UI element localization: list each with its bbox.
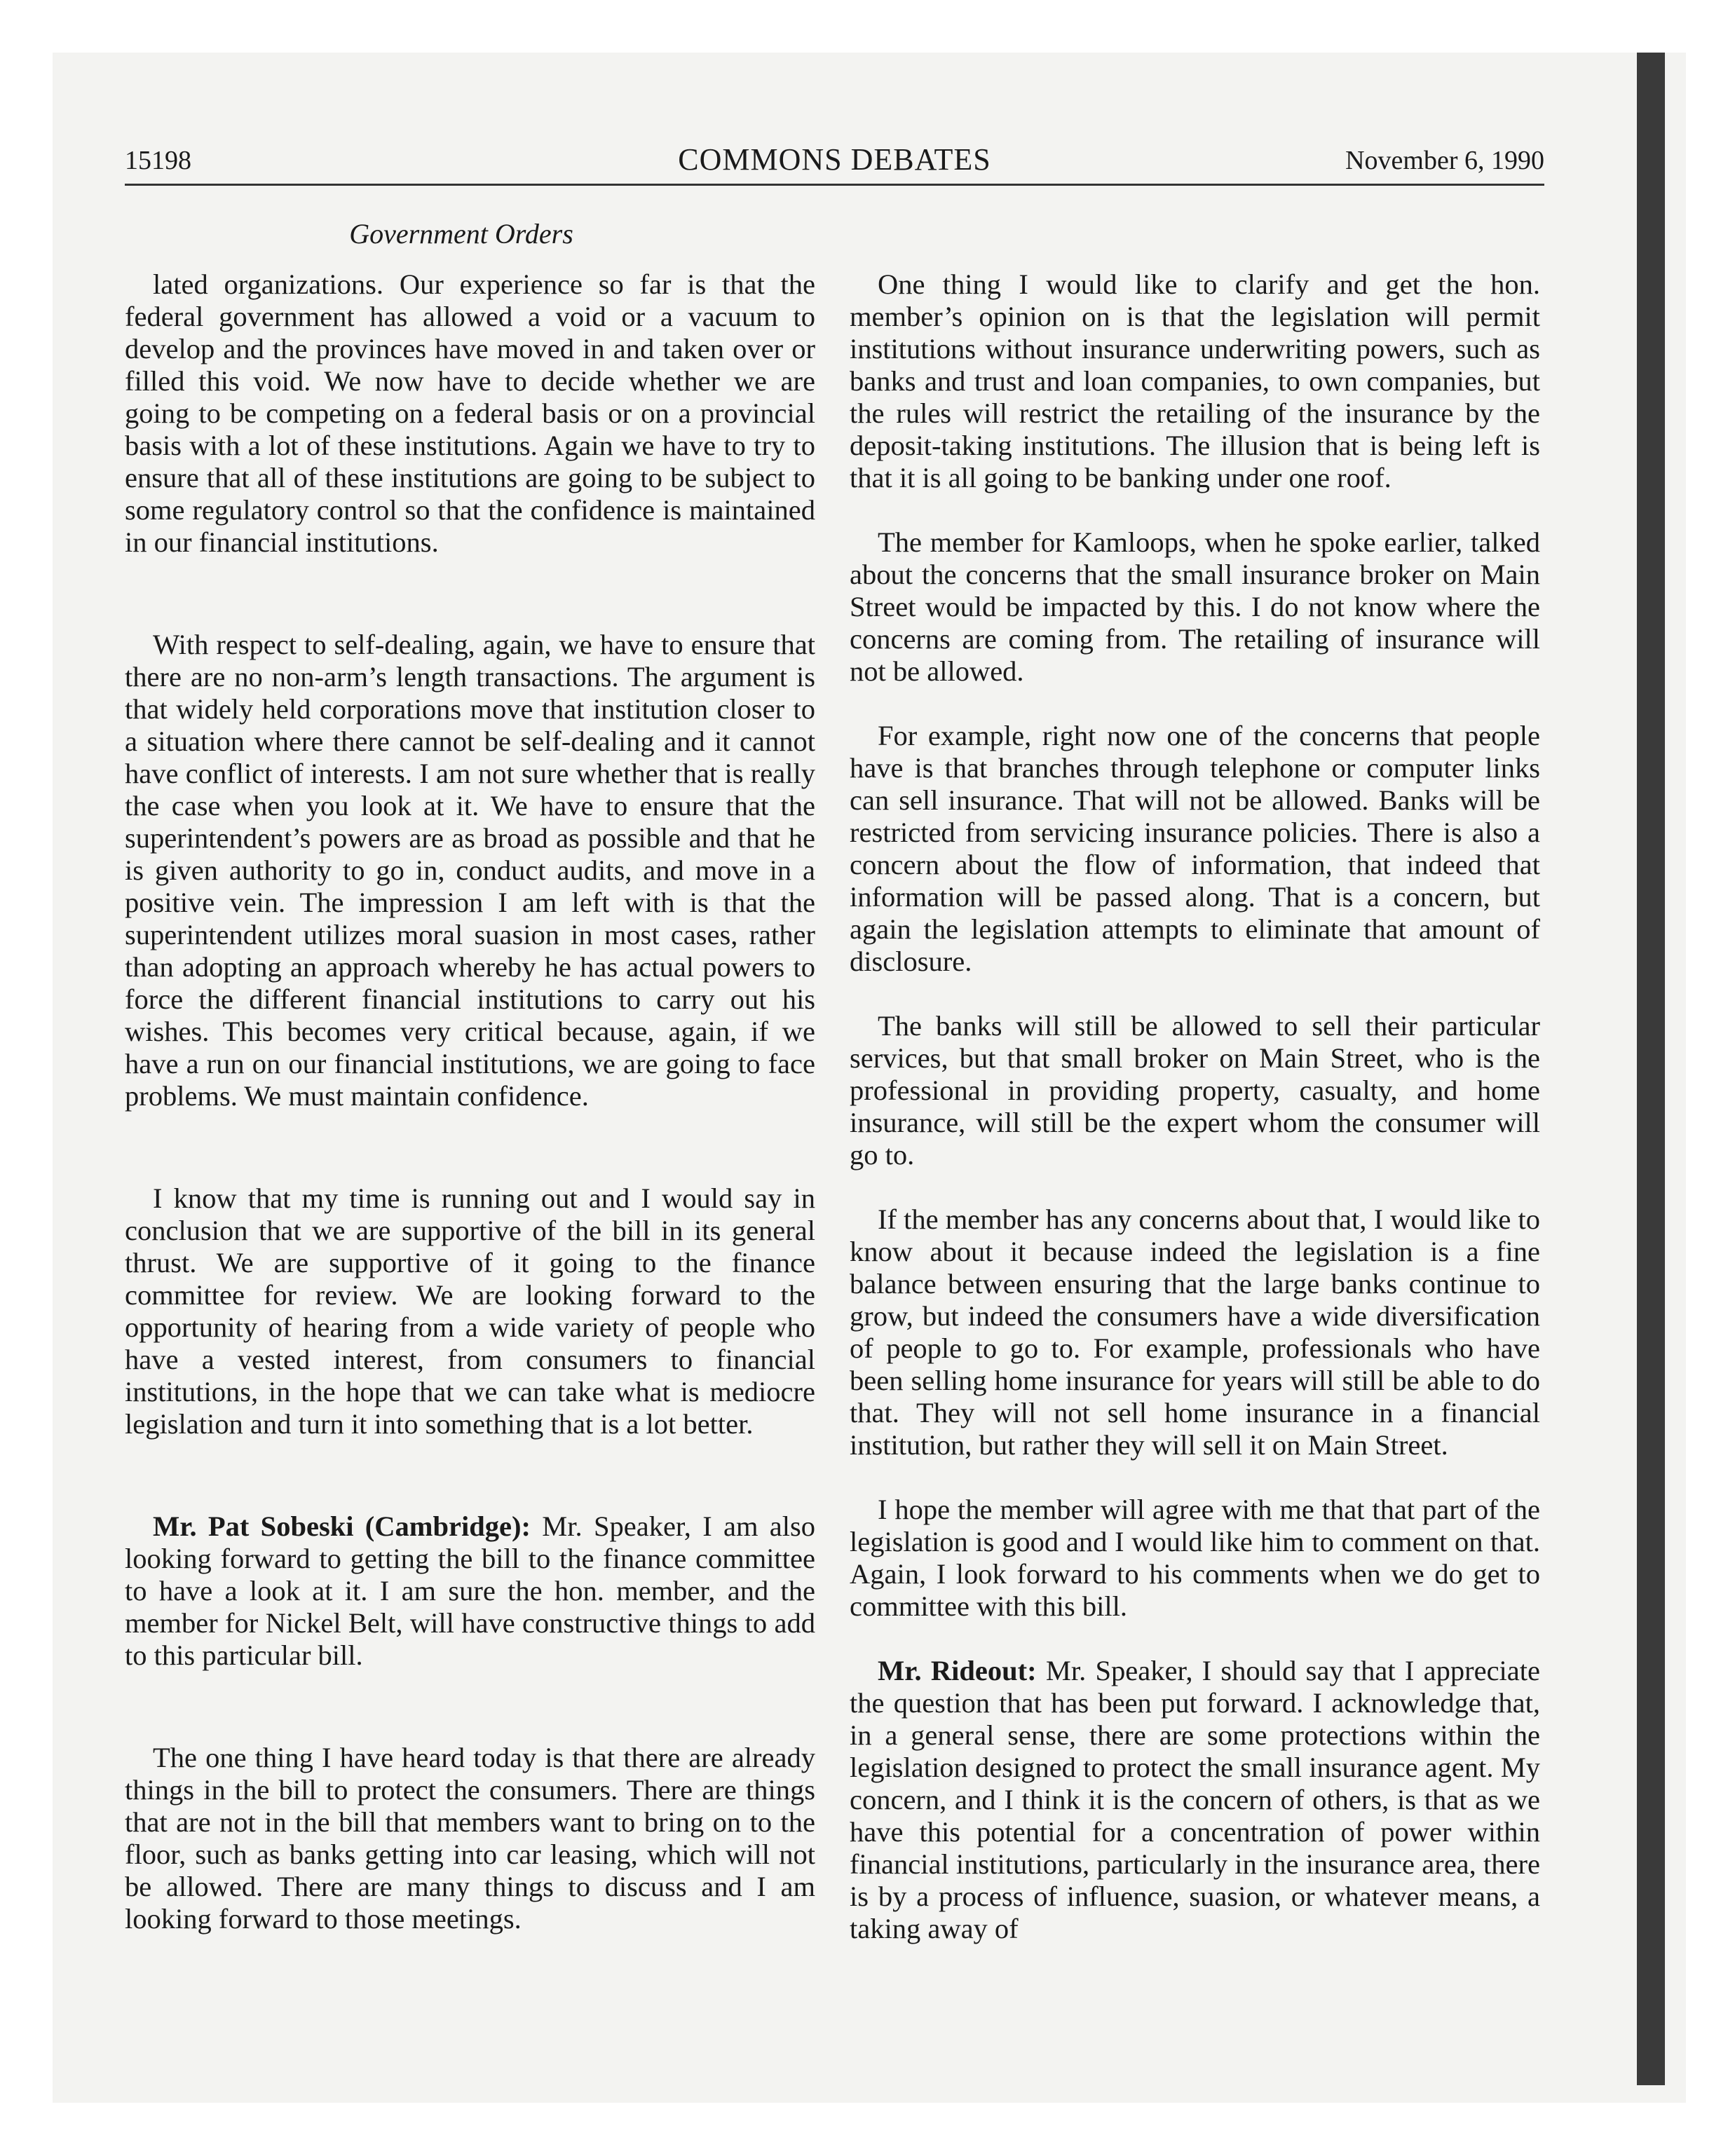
speech-paragraph: Mr. Pat Sobeski (Cambridge): Mr. Speaker, I am also looking forward to getting the bill to the finance committee to have a look at it. I am sure the hon. member, and the member for Nickel Belt, will have constructive things to add to this particular bill. — [125, 1510, 815, 1671]
header-rule — [125, 184, 1544, 186]
paragraph: The member for Kamloops, when he spoke earlier, talked about the concerns that the small insurance broker on Main Street would be impacted by this. I do not know where the concerns are coming from. The retailing of insurance will not be allowed. — [850, 526, 1540, 687]
publication-date: November 6, 1990 — [1345, 146, 1544, 175]
paragraph: With respect to self-dealing, again, we have to ensure that there are no non-arm’s length transactions. The argument is that widely held corporations move that institution closer to a situation where there cannot be self-dealing and it cannot have conflict of interests. I am not sure whether that is really the case when you look at it. We have to ensure that the superintendent’s powers are as broad as possible and that he is given authority to go in, conduct audits, and move in a positive vein. The impression I am left with is that the superintendent utilizes moral suasion in most cases, rather than adopting an approach whereby he has actual powers to force the different financial institutions to carry out his wishes. This becomes very critical because, again, if we have a run on our financial institutions, we are going to face problems. We must maintain confidence. — [125, 629, 815, 1112]
paragraph: I hope the member will agree with me that that part of the legislation is good and I would like him to comment on that. Again, I look forward to his comments when we do get to committee with this bill. — [850, 1494, 1540, 1622]
section-title: Government Orders — [349, 218, 573, 250]
scan-edge-shadow — [1637, 53, 1665, 2085]
journal-title: COMMONS DEBATES — [678, 142, 991, 177]
paragraph: The one thing I have heard today is that there are already things in the bill to protect the consumers. There are things that are not in the bill that members want to bring on to the floor, such as banks getting into car leasing, which will not be allowed. There are many things to discuss and I am looking forward to those meetings. — [125, 1742, 815, 1935]
speaker-name: Mr. Rideout: — [878, 1655, 1037, 1686]
paragraph: The banks will still be allowed to sell their particular services, but that small broker on Main Street, who is the professional in providing property, casualty, and home insurance, will still be the expert whom the consumer will go to. — [850, 1010, 1540, 1171]
running-header — [125, 142, 1544, 184]
paragraph: One thing I would like to clarify and get the hon. member’s opinion on is that the legislation will permit institutions without insurance underwriting powers, such as banks and trust and loan companies, to own companies, but the rules will restrict the retailing of the insurance by the deposit-taking institutions. The illusion that is being left is that it is all going to be banking under one roof. — [850, 268, 1540, 493]
speech-paragraph: Mr. Rideout: Mr. Speaker, I should say that I appreciate the question that has been put forward. I acknowledge that, in a general sense, there are some protections within the legislation designed to protect the small insurance agent. My concern, and I think it is the concern of others, is that as we have this potential for a concentration of power within financial institutions, particularly in the insurance area, there is by a process of influence, suasion, or whatever means, a taking away of — [850, 1655, 1541, 1944]
paragraph: If the member has any concerns about that, I would like to know about it because indeed the legislation is a fine balance between ensuring that the large banks continue to grow, but indeed the consumers have a wide diversification of people to go to. For example, professionals who have been selling home insurance for years will still be able to do that. They will not sell home insurance in a financial institution, but rather they will sell it on Main Street. — [850, 1203, 1540, 1461]
speaker-name: Mr. Pat Sobeski (Cambridge): — [153, 1510, 531, 1542]
paragraph: I know that my time is running out and I would say in conclusion that we are supportive of the bill in its general thrust. We are supportive of it going to the finance committee for review. We are looking forward to the opportunity of hearing from a wide variety of people who have a vested interest, from consumers to financial institutions, in the hope that we can take what is mediocre legislation and turn it into something that is a lot better. — [125, 1182, 815, 1440]
paragraph: For example, right now one of the concerns that people have is that branches through telephone or computer links can sell insurance. That will not be allowed. Banks will be restricted from servicing insurance policies. There is also a concern about the flow of information, that indeed that information will be passed along. That is a concern, but again the legislation attempts to eliminate that amount of disclosure. — [850, 720, 1540, 977]
left-column — [125, 268, 815, 1935]
paragraph: lated organizations. Our experience so far is that the federal government has allowed a void or a vacuum to develop and the provinces have moved in and taken over or filled this void. We now have to decide whether we are going to be competing on a federal basis or on a provincial basis with a lot of these institutions. Again we have to try to ensure that all of these institutions are going to be subject to some regulatory control so that the confidence is maintained in our financial institutions. — [125, 268, 815, 558]
page-number: 15198 — [125, 146, 191, 175]
right-column — [850, 268, 1540, 1945]
